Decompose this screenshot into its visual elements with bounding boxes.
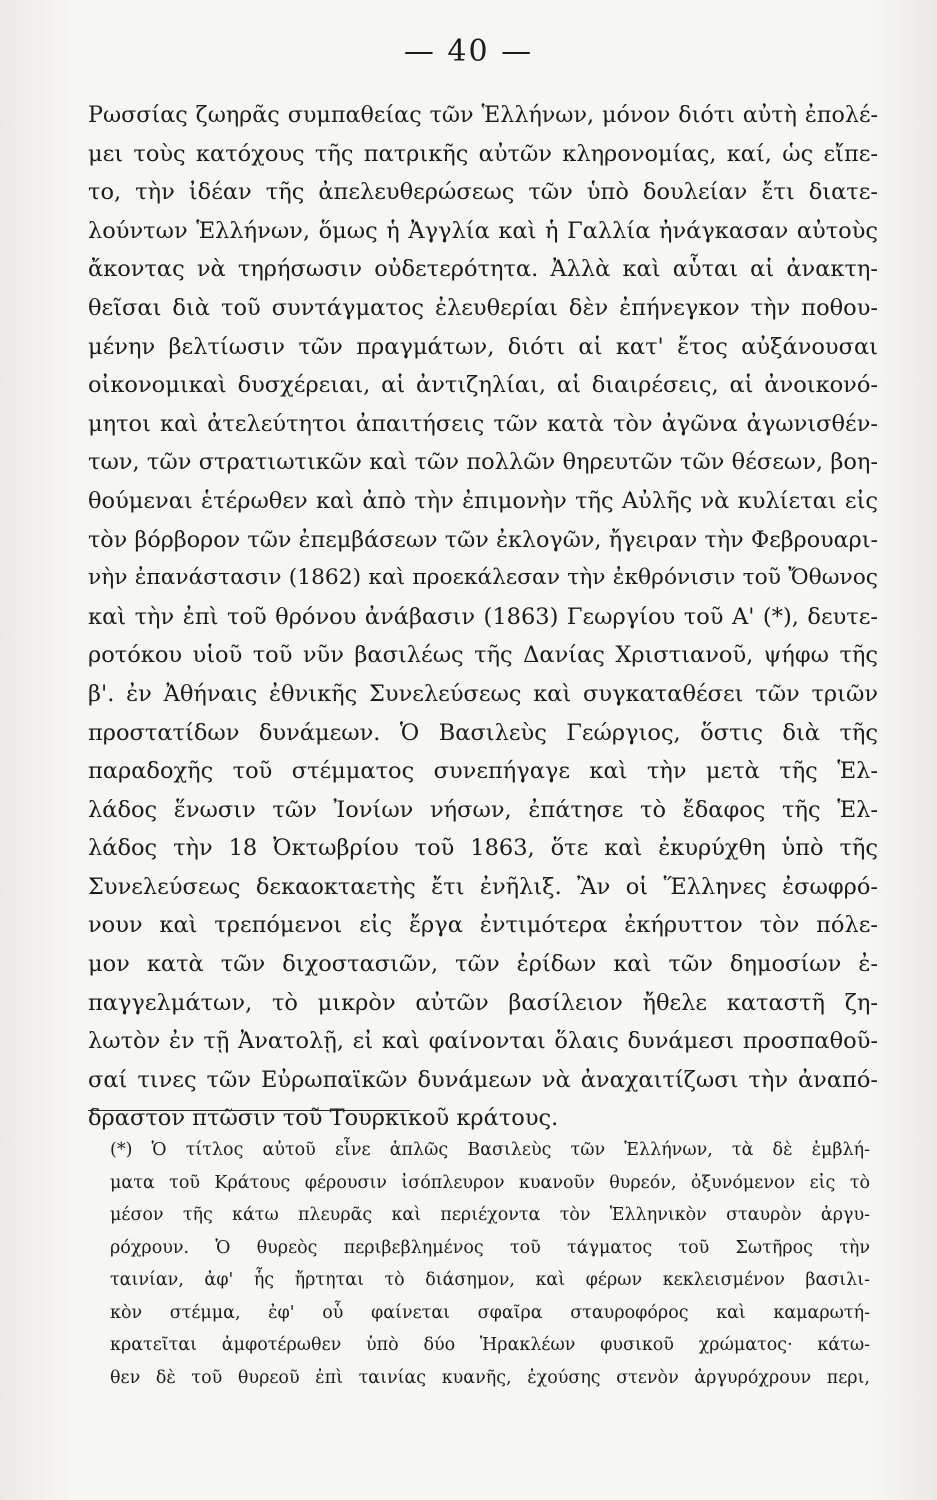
footnote-line: ταινίαν, ἀφ' ἧς ἤρτηται τὸ διάσημον, καὶ φέρων κεκλεισμένον βασιλι- [110,1270,870,1290]
text-line: τὸν βόρβορον τῶν ἐπεμβάσεων τῶν ἐκλογῶν, ἤγειραν τὴν Φεβρουαρι- [88,526,878,553]
text-line: το, τὴν ἰδέαν τῆς ἀπελευθερώσεως τῶν ὑπὸ δουλείαν ἔτι διατε- [88,179,878,206]
text-line: παγγελμάτων, τὸ μικρὸν αὐτῶν βασίλειον ἤθελε καταστῆ ζη- [88,989,878,1016]
text-line: Συνελεύσεως δεκαοκταετὴς ἔτι ἐνῆλιξ. Ἂν οἱ Ἕλληνες ἐσωφρό- [88,873,878,900]
text-line: σαί τινες τῶν Εὐρωπαϊκῶν δυνάμεων νὰ ἀναχαιτίζωσι τὴν ἀναπό- [88,1066,878,1093]
text-line: β'. ἐν Ἀθήναις ἐθνικῆς Συνελεύσεως καὶ συγκαταθέσει τῶν τριῶν [88,680,878,707]
text-line: οἰκονομικαὶ δυσχέρειαι, αἱ ἀντιζηλίαι, αἱ διαιρέσεις, αἱ ἀνοικονό- [88,372,878,399]
text-line: καὶ τὴν ἐπὶ τοῦ θρόνου ἀνάβασιν (1863) Γεωργίου τοῦ Α' (*), δευτε- [88,603,878,630]
body-text [88,96,878,1138]
text-line: των, τῶν στρατιωτικῶν καὶ τῶν πολλῶν θηρευτῶν τῶν θέσεων, βοη- [88,449,878,476]
text-line: νὴν ἐπανάστασιν (1862) καὶ προεκάλεσαν τὴν ἐκθρόνισιν τοῦ Ὄθωνος [88,565,878,591]
footnote-line: μέσον τῆς κάτω πλευρᾶς καὶ περιέχοντα τὸν Ἑλληνικὸν σταυρὸν ἀργυ- [110,1205,870,1225]
footnote-line: ματα τοῦ Κράτους φέρουσιν ἰσόπλευρον κυανοῦν θυρεόν, ὀξυνόμενον εἰς τὸ [110,1172,870,1193]
footnote-line: κρατεῖται ἀμφοτέρωθεν ὑπὸ δύο Ἡρακλέων φυσικοῦ χρώματος· κάτω- [110,1335,870,1355]
text-line: μητοι καὶ ἀτελεύτητοι ἀπαιτήσεις τῶν κατὰ τὸν ἀγῶνα ἀγωνισθέν- [88,410,878,437]
text-line: ροτόκου υἱοῦ τοῦ νῦν βασιλέως τῆς Δανίας Χριστιανοῦ, ψήφω τῆς [88,642,878,669]
footnote-line: ρόχρουν. Ὁ θυρεὸς περιβεβλημένος τοῦ τάγματος τοῦ Σωτῆρος τὴν [110,1237,870,1258]
footnote-line: θεν δὲ τοῦ θυρεοῦ ἐπὶ ταινίας κυανῆς, ἐχούσης στενὸν ἀργυρόχρουν περι, [110,1367,870,1388]
text-line: μον κατὰ τῶν διχοστασιῶν, τῶν ἐρίδων καὶ τῶν δημοσίων ἐ- [88,951,878,978]
text-line: μει τοὺς κατόχους τῆς πατρικῆς αὐτῶν κληρονομίας, καί, ὡς εἴπε- [88,140,878,167]
footnote-separator [88,1110,410,1111]
text-line: Ρωσσίας ζωηρᾶς συμπαθείας τῶν Ἑλλήνων, μόνον διότι αὐτὴ ἐπολέ- [88,102,878,128]
text-line: παραδοχῆς τοῦ στέμματος συνεπήγαγε καὶ τὴν μετὰ τῆς Ἑλ- [88,758,878,785]
page-number: — 40 — [403,34,534,69]
footnote-line: κὸν στέμμα, ἐφ' οὗ φαίνεται σφαῖρα σταυροφόρος καὶ καμαρωτή- [110,1302,870,1323]
text-line: θεῖσαι διὰ τοῦ συντάγματος ἐλευθερίαι δὲν ἐπήνεγκον τὴν ποθου- [88,294,878,321]
text-line: λάδος ἕνωσιν τῶν Ἰονίων νήσων, ἐπάτησε τὸ ἔδαφος τῆς Ἑλ- [88,796,878,823]
text-line: λούντων Ἑλλήνων, ὅμως ἡ Ἀγγλία καὶ ἡ Γαλλία ἠνάγκασαν αὐτοὺς [88,217,878,244]
text-line: λωτὸν ἐν τῇ Ἀνατολῇ, εἰ καὶ φαίνονται ὅλαις δυνάμεσι προσπαθοῦ- [88,1028,878,1055]
text-line-last: δραστον πτῶσιν τοῦ Τουρκικοῦ κράτους. [88,1105,559,1132]
text-line: λάδος τὴν 18 Ὀκτωβρίου τοῦ 1863, ὅτε καὶ ἐκυρύχθη ὑπὸ τῆς [88,835,878,862]
text-line: ἄκοντας νὰ τηρήσωσιν οὐδετερότητα. Ἀλλὰ καὶ αὗται αἱ ἀνακτη- [88,256,878,283]
text-line: θούμεναι ἑτέρωθεν καὶ ἀπὸ τὴν ἐπιμονὴν τῆς Αὐλῆς νὰ κυλίεται εἰς [88,487,878,514]
text-line: νουν καὶ τρεπόμενοι εἰς ἔργα ἐντιμότερα ἐκήρυττον τὸν πόλε- [88,912,878,939]
text-line: προστατίδων δυνάμεων. Ὁ Βασιλεὺς Γεώργιος, ὅστις διὰ τῆς [88,719,878,746]
text-line: μένην βελτίωσιν τῶν πραγμάτων, διότι αἱ κατ' ἔτος αὐξάνουσαι [88,333,878,360]
footnote [110,1134,870,1394]
footnote-line: (*) Ὁ τίτλος αὐτοῦ εἶνε ἁπλῶς Βασιλεὺς τῶν Ἑλλήνων, τὰ δὲ ἐμβλή- [110,1140,870,1160]
